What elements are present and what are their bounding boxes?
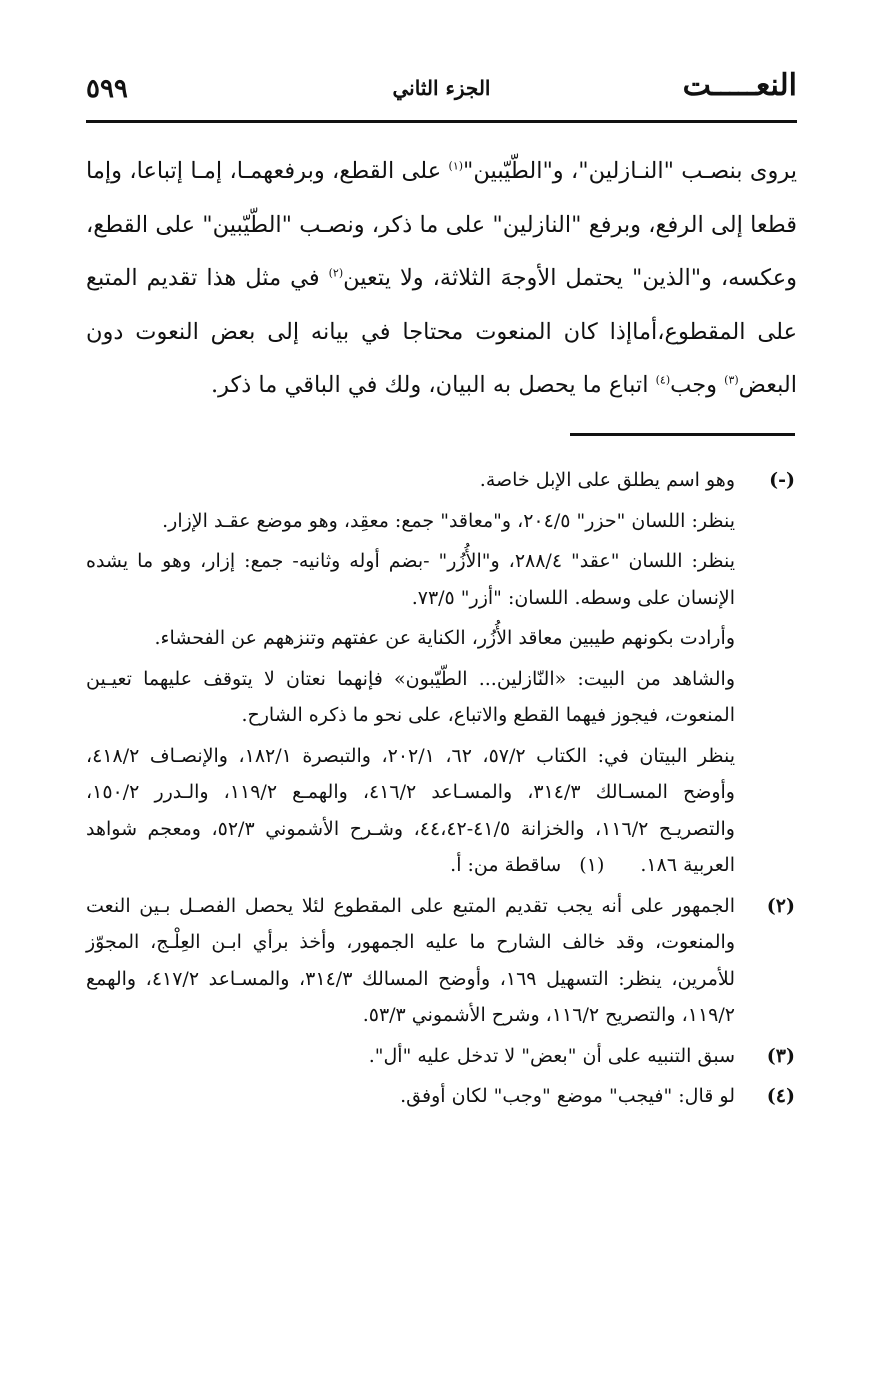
footnote-divider (570, 433, 795, 436)
footnote-paragraph: لو قال: "فيجب" موضع "وجب" لكان أوفق. (400, 1085, 735, 1107)
footnote-ref-2: (٢) (328, 266, 344, 280)
footnote-paragraph: والشاهد من البيت: «النّازلين... الطّيّبون» فإنهما نعتان لا يتوقف عليهما تعيـين المنعوت، فيجوز فيهما القطع والاتباع، على نحو ما ذكره الشارح. (86, 667, 735, 726)
text-segment: في مثل هذا تقديم المتبع على المقطوع،أماإذا كان المنعوت محتاجا في بيانه إلى بعض النعوت دون البعض (86, 265, 797, 398)
footnote-paragraph: ينظر: اللسان "حزر" ٢٠٤/٥، و"معاقد" جمع: معقِد، وهو موضع عقـد الإزار. (162, 509, 735, 532)
footnote-ref-4: (٤) (655, 373, 671, 387)
footnote-paragraph: الجمهور على أنه يجب تقديم المتبع على المقطوع لئلا يحصل الفصـل بـين النعت والمنعوت، وقد خالف الشارح ما عليه الجمهور، وأخذ برأي ابـن العِلْـج، المجوّز للأمرين، ينظر: التسهيل ١٦٩، وأوضح المسالك ٣١٤/٣، والمسـاعد ٤١٧/٢، والهمع ١١٩/٢، والتصريح ١١٦/٢، وشرح الأشموني ٥٣/٣. (86, 894, 736, 1026)
footnote (86, 462, 795, 884)
footnote-paragraph: ينظر: اللسان "عقد" ٢٨٨/٤، و"الأُزُر" -بضم أوله وثانيه- جمع: إزار، وهو ما يشده الإنسان على وسطه. اللسان: "أزر" ٧٣/٥. (86, 550, 735, 609)
text-segment: يروى بنصـب "النـازلين"، و"الطّيّبين" (463, 158, 798, 184)
footnote-text: ساقطة من: أ. (450, 854, 562, 876)
footnote-paragraph: وهو اسم يطلق على الإبل خاصة. (479, 469, 735, 491)
footnote-ref-1: (١) (448, 159, 464, 173)
header-divider (86, 120, 797, 123)
page-header (86, 68, 797, 108)
footnote-marker: (-) (769, 469, 795, 491)
footnote-inline-marker: (١) (579, 854, 605, 876)
chapter-title: النعـــــت (682, 68, 797, 103)
main-paragraph (86, 145, 797, 413)
footnote-marker: (٤) (766, 1085, 795, 1107)
footnote-marker: (٢) (766, 894, 795, 917)
footnote-paragraph: وأرادت بكونهم طيبين معاقد الأُزُر، الكناية عن عفتهم وتنزههم عن الفحشاء. (154, 627, 735, 649)
footnote-paragraph (86, 738, 735, 884)
text-segment: على القطع، وبرفعهمـا، إمـا إتباعا، وإما قطعا إلى الرفع، وبرفع "النازلين" على ما ذكر، ونصـب "الطّيّبين" على القطع، وعكسه، و"الذين" يحتمل الأوجهَ الثلاثة، ولا يتعين (86, 158, 798, 291)
text-segment: وجب (670, 372, 717, 398)
part-label: الجزء الثاني (392, 76, 491, 100)
text-segment: اتباع ما يحصل به البيان، ولك في الباقي ما ذكر. (210, 372, 649, 398)
footnote-paragraph: سبق التنبيه على أن "بعض" لا تدخل عليه "أل". (368, 1044, 735, 1067)
footnote-text: ينظر البيتان في: الكتاب ٥٧/٢، ٦٢، ٢٠٢/١، والتبصرة ١٨٢/١، والإنصـاف ٤١٨/٢، وأوضح المسـالك ٣١٤/٣، والمسـاعد ٤١٦/٢، والهمـع ١١٩/٢، والـدرر ١٥٠/٢، والتصريـح ١١٦/٢، والخزانة ٤١/٥-٤٤،٤٢، وشـرح الأشموني ٥٢/٣، ومعجم شواهد العربية ١٨٦. (86, 744, 735, 876)
footnote-marker: (٣) (766, 1044, 795, 1067)
footnotes (86, 462, 795, 1119)
footnote (86, 1078, 795, 1115)
main-text (86, 145, 797, 413)
footnote-ref-3: (٣) (724, 373, 739, 387)
footnote (86, 1038, 795, 1075)
page-number: ٥٩٩ (86, 74, 128, 104)
footnote (86, 888, 795, 1034)
